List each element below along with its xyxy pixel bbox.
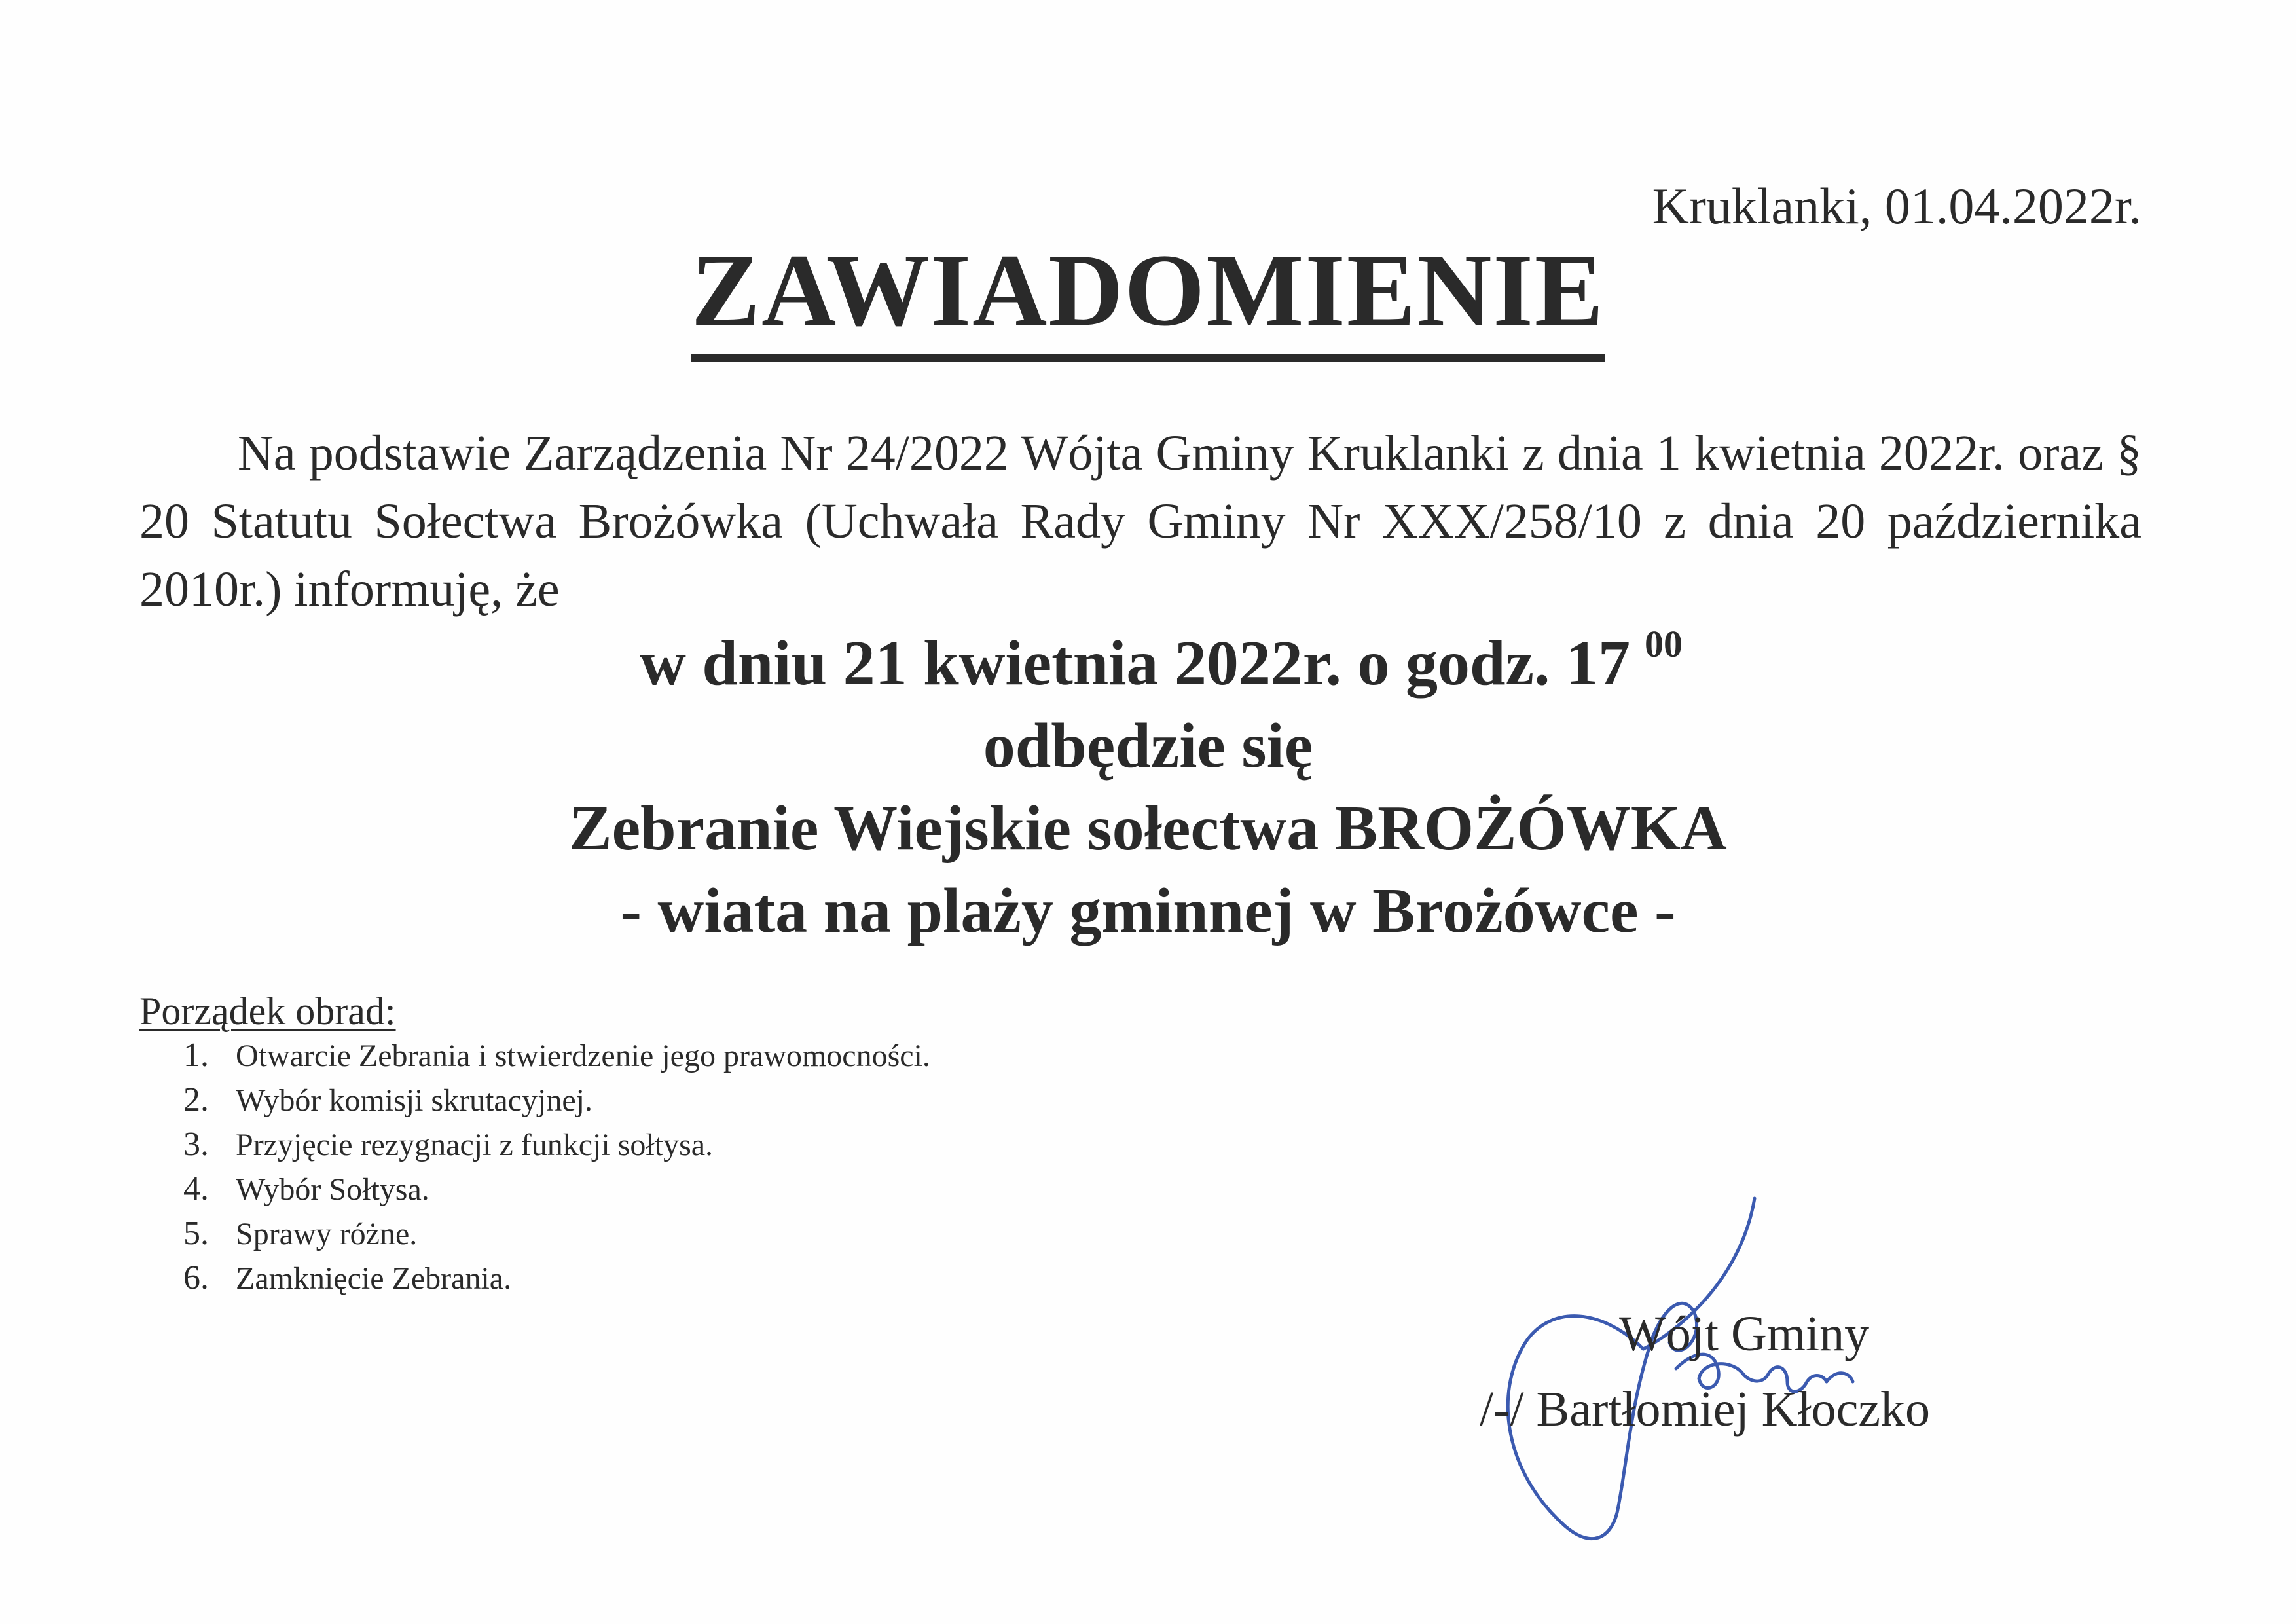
agenda-item [183, 1078, 930, 1122]
agenda-item-number: 6. [183, 1259, 209, 1297]
agenda-item [183, 1033, 930, 1078]
agenda-item [183, 1167, 930, 1211]
signature-name: /-/ Bartłomiej Kłoczko [1480, 1382, 1931, 1437]
agenda-item-text: Wybór komisji skrutacyjnej. [236, 1083, 593, 1118]
agenda-item-text: Zamknięcie Zebrania. [236, 1261, 512, 1296]
agenda-item-number: 4. [183, 1170, 209, 1208]
agenda-item [183, 1211, 930, 1256]
agenda-item-text: Wybór Sołtysa. [236, 1172, 429, 1207]
agenda-item-text: Otwarcie Zebrania i stwierdzenie jego prawomocności. [236, 1039, 930, 1073]
announcement-event-verb: odbędzie się [983, 710, 1313, 781]
announcement-block [0, 622, 2296, 952]
place-date: Kruklanki, 01.04.2022r. [1652, 177, 2141, 234]
announcement-date-time: w dniu 21 kwietnia 2022r. o godz. 17 [640, 628, 1630, 699]
announcement-minutes: 00 [1644, 623, 1683, 665]
intro-paragraph: Na podstawie Zarządzenia Nr 24/2022 Wójta Gminy Kruklanki z dnia 1 kwietnia 2022r. oraz § 20 Statutu Sołectwa Brożówka (Uchwała Rady Gminy Nr XXX/258/10 z dnia 20 października 2010r.) informuję, że [139, 426, 2141, 617]
agenda-heading: Porządek obrad: [139, 989, 396, 1033]
announcement-location: - wiata na plaży gminnej w Brożówce - [620, 876, 1676, 946]
document-title-wrapper [0, 233, 2296, 362]
agenda-item-number: 5. [183, 1215, 209, 1252]
agenda-item-number: 3. [183, 1126, 209, 1163]
agenda-item-text: Sprawy różne. [236, 1217, 418, 1251]
agenda-item-number: 2. [183, 1081, 209, 1118]
announcement-date-time-line [0, 622, 2296, 705]
agenda-item-text: Przyjęcie rezygnacji z funkcji sołtysa. [236, 1128, 714, 1162]
announcement-event-name: Zebranie Wiejskie sołectwa BROŻÓWKA [569, 793, 1727, 864]
signature-role: Wójt Gminy [1618, 1306, 1870, 1361]
agenda-list [183, 1033, 930, 1301]
agenda-item [183, 1256, 930, 1301]
agenda-item [183, 1122, 930, 1167]
signature-block [1480, 1297, 1930, 1447]
document-title: ZAWIADOMIENIE [691, 239, 1605, 362]
agenda-item-number: 1. [183, 1037, 209, 1074]
